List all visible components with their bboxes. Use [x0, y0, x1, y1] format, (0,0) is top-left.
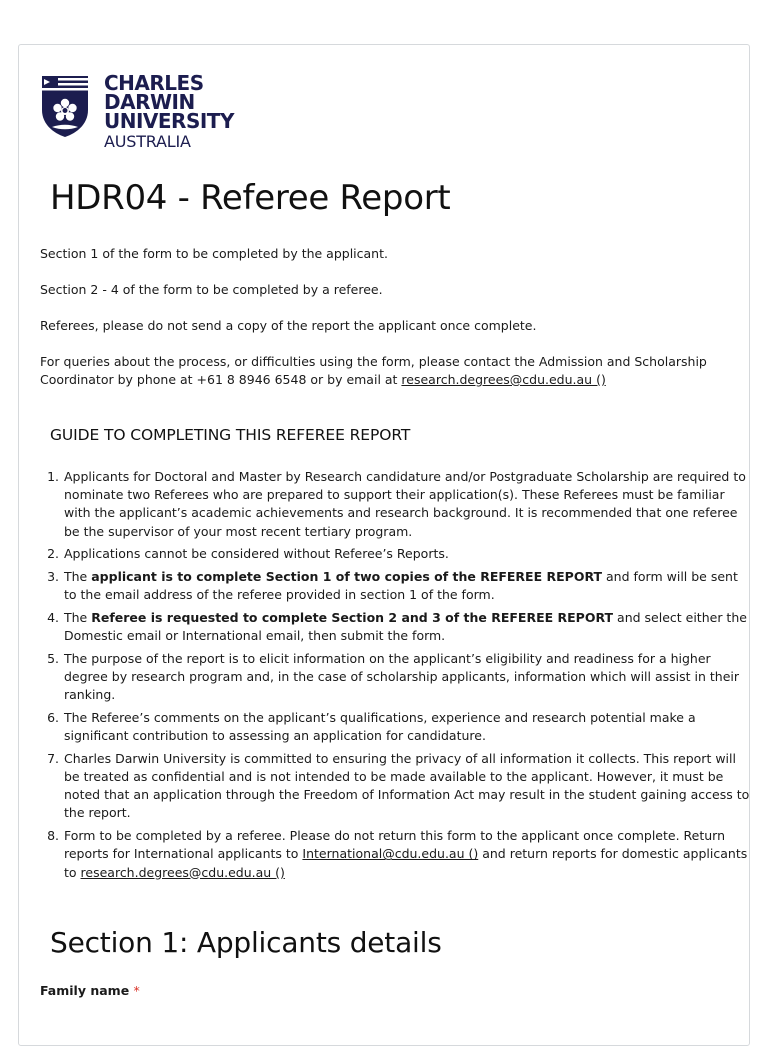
intro-paragraph-2: Section 2 - 4 of the form to be completed by a referee.: [40, 282, 383, 297]
guide-item-text: The: [64, 569, 92, 585]
guide-item: 1. Applicants for Doctoral and Master by Research candidature and/or Postgraduate Scholarship are required to nominate two Referees who are prepared to support their application(s). These Referees must be familiar with the applicant’s academic achievements and research background. It is recommended that one referee be the supervisor of your most recent tertiary program.: [63, 468, 753, 541]
guide-item-text: The: [64, 609, 92, 625]
international-email-link[interactable]: International@cdu.edu.au (): [302, 846, 479, 862]
guide-item: [63, 568, 753, 604]
guide-item-text: and select either the Domestic email or International email, then submit the form.: [64, 609, 747, 644]
logo-line-australia: AUSTRALIA: [104, 132, 191, 151]
intro-contact-text: For queries about the process, or difficulties using the form, please contact the Admission and Scholarship Coordinator by phone at +61 8 8946 6548 or by email at: [40, 354, 707, 387]
guide-item: 2. Applications cannot be considered without Referee’s Reports.: [63, 545, 753, 563]
logo-line-university: UNIVERSITY: [104, 109, 234, 133]
domestic-email-link[interactable]: research.degrees@cdu.edu.au (): [80, 864, 285, 880]
family-name-label: [40, 983, 140, 998]
guide-list: [40, 468, 753, 886]
guide-item-text: and form will be sent to the email address of the referee provided in section 1 of the form.: [64, 569, 738, 603]
form-title: HDR04 - Referee Report: [50, 178, 451, 218]
guide-heading: GUIDE TO COMPLETING THIS REFEREE REPORT: [50, 426, 411, 444]
university-logo: [40, 71, 234, 151]
guide-item: [63, 827, 753, 882]
required-asterisk: *: [133, 983, 140, 998]
intro-paragraph-4: [40, 353, 730, 389]
family-name-label-text: Family name: [40, 983, 130, 998]
guide-item-bold-text: Referee is requested to complete Section 2 and 3 of the REFEREE REPORT: [91, 609, 614, 625]
guide-item: 6. The Referee’s comments on the applicant’s qualifications, experience and research potential make a significant contribution to assessing an application for candidature.: [63, 709, 753, 745]
intro-paragraph-1: Section 1 of the form to be completed by the applicant.: [40, 246, 388, 261]
guide-item-text: Form to be completed by a referee. Please do not return this form to the applicant once complete. Return reports for International applicants to: [64, 828, 726, 862]
guide-item: 5. The purpose of the report is to elicit information on the applicant’s eligibility and readiness for a higher degree by research program and, in the case of scholarship applicants, information which will assist in their ranking.: [63, 650, 753, 705]
section-1-heading: Section 1: Applicants details: [50, 926, 442, 959]
university-crest-icon: [40, 74, 90, 138]
intro-paragraph-3: Referees, please do not send a copy of the report the applicant once complete.: [40, 318, 537, 333]
guide-item: 7. Charles Darwin University is committed to ensuring the privacy of all information it collects. This report will be treated as confidential and is not intended to be made available to the applicant. However, it must be noted that an application through the Freedom of Information Act may result in the student gaining access to the report.: [63, 750, 753, 823]
research-degrees-email-link[interactable]: research.degrees@cdu.edu.au (): [401, 372, 606, 387]
form-description: [40, 245, 730, 407]
guide-item: [63, 609, 753, 645]
guide-item-text: and return reports for domestic applicants to: [64, 846, 748, 880]
logo-line-darwin: DARWIN: [104, 90, 195, 114]
guide-item-bold-text: applicant is to complete Section 1 of two copies of the REFEREE REPORT: [91, 569, 603, 585]
logo-line-charles: CHARLES: [104, 71, 204, 95]
